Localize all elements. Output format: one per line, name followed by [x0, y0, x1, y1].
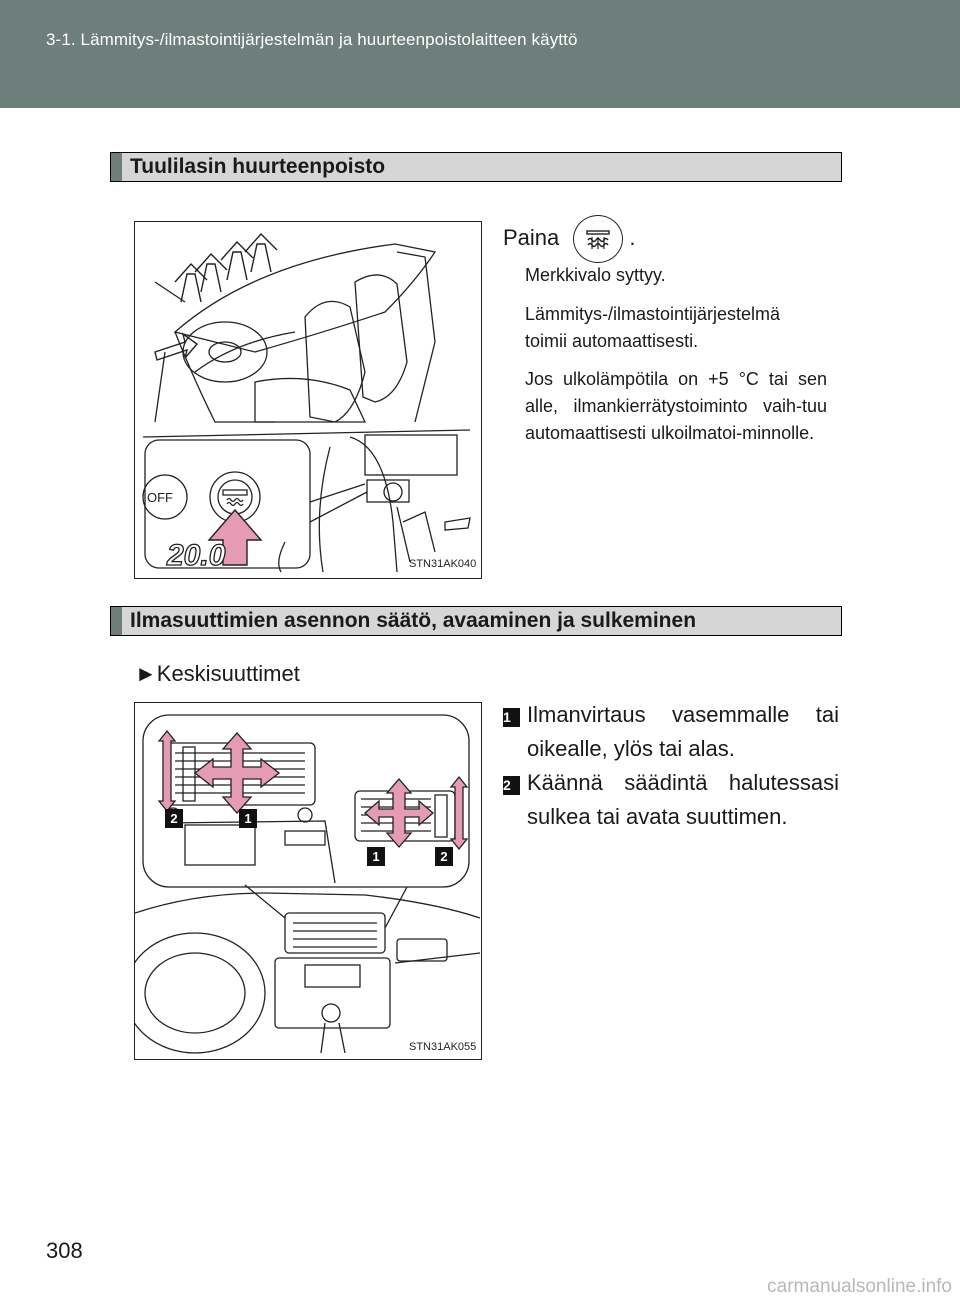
defroster-button-icon	[573, 215, 623, 263]
figure-code: STN31AK040	[409, 558, 477, 570]
figure-code: STN31AK055	[409, 1041, 477, 1053]
section-accent	[111, 153, 122, 181]
press-label: Paina	[503, 224, 560, 250]
section-heading-vents	[110, 606, 842, 636]
callout-badge: 2	[440, 849, 448, 864]
callout-badge: 2	[170, 811, 178, 826]
callout-badge: 1	[372, 849, 380, 864]
chapter-title: 3-1. Lämmitys-/ilmastointijärjestelmän ja huurteenpoistolaitteen käyttö	[46, 30, 578, 49]
note-3: Jos ulkolämpötila on +5 °C tai sen alle, ilmankierrätystoiminto vaih-tuu automaattisesti ulkoilmatoi-minnolle.	[525, 369, 827, 443]
section-title: Ilmasuuttimien asennon säätö, avaaminen ja sulkeminen	[130, 609, 697, 632]
off-button-label: OFF	[147, 490, 173, 505]
subheading-center-vents: ►Keskisuuttimet	[135, 661, 300, 686]
page-header	[0, 0, 960, 108]
watermark: carmanualsonline.info	[767, 1276, 952, 1297]
item-badge: 1	[503, 708, 520, 727]
vents-illustration	[134, 702, 482, 1060]
item-text: Käännä säädintä halutessasi sulkea tai avata suuttimen.	[527, 770, 839, 829]
item-badge: 2	[503, 776, 520, 795]
temperature-display: 20.0	[167, 539, 226, 572]
section-title: Tuulilasin huurteenpoisto	[130, 155, 386, 178]
callout-badge: 1	[244, 811, 252, 826]
press-instruction	[503, 215, 636, 263]
press-suffix: .	[629, 224, 636, 250]
defroster-illustration	[134, 221, 482, 579]
note-1: Merkkivalo syttyy.	[525, 265, 666, 285]
vents-drawing	[135, 703, 480, 1058]
section-accent	[111, 607, 122, 635]
section-heading-defrost	[110, 152, 842, 182]
item-text: Ilmanvirtaus vasemmalle tai oikealle, ylös tai alas.	[527, 702, 839, 761]
car-interior-drawing	[135, 222, 480, 577]
page-number: 308	[46, 1238, 83, 1263]
note-2: Lämmitys-/ilmastointijärjestelmä toimii automaattisesti.	[525, 304, 781, 351]
